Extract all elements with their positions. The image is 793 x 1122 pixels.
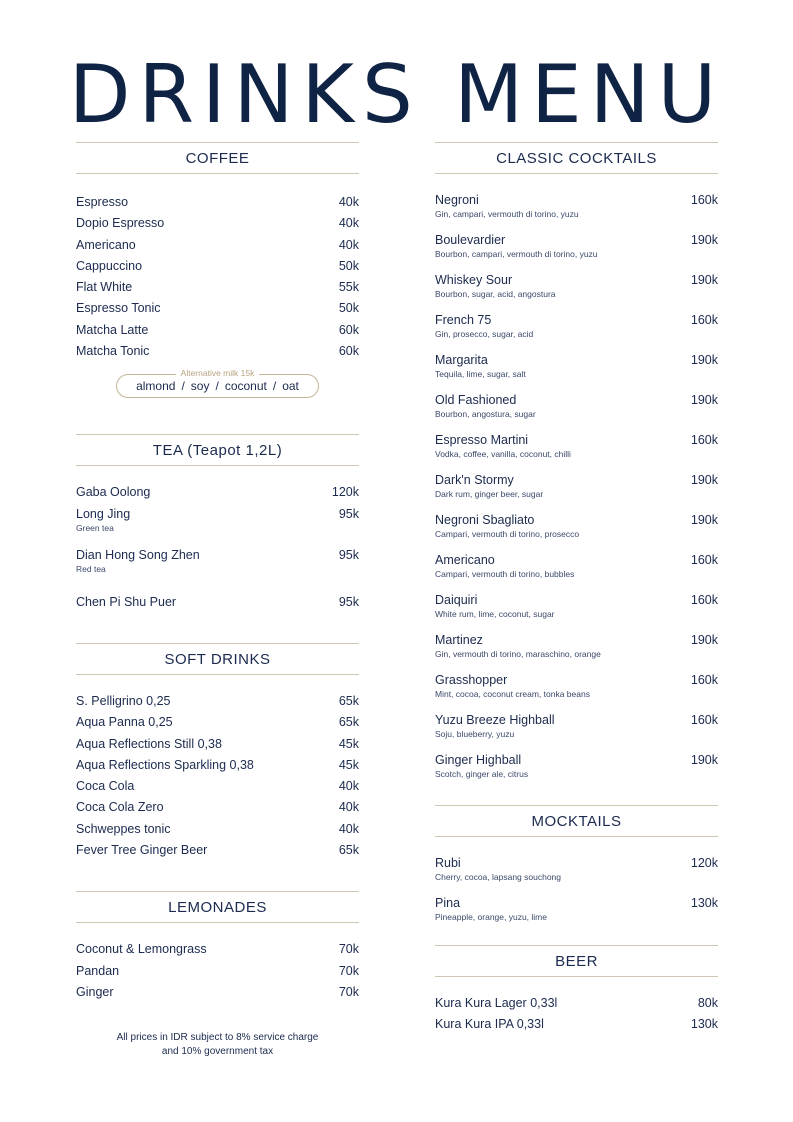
menu-item	[435, 1014, 718, 1035]
item-name: Aqua Reflections Still 0,38	[76, 736, 222, 751]
item-name: Espresso Martini	[435, 433, 529, 447]
item-description: Dark rum, ginger beer, sugar	[435, 489, 544, 499]
item-name: Pandan	[76, 963, 120, 978]
menu-item	[435, 472, 718, 512]
menu-item	[76, 797, 359, 818]
item-name: Espresso	[76, 195, 129, 209]
section-heading-classic-cocktails: CLASSIC COCKTAILS	[435, 142, 718, 174]
soft-drinks-section	[76, 643, 359, 861]
item-name: Negroni	[435, 193, 479, 207]
menu-title: DRINKS MENU	[68, 48, 725, 141]
item-price: 65k	[338, 843, 359, 858]
mocktails-section	[435, 805, 718, 935]
item-description: Bourbon, sugar, acid, angostura	[435, 289, 556, 299]
item-price: 70k	[338, 963, 359, 978]
mocktails-list	[435, 855, 718, 935]
item-description: Green tea	[76, 522, 114, 533]
menu-item	[435, 712, 718, 752]
item-name: Fever Tree Ginger Beer	[76, 843, 208, 858]
item-price: 160k	[690, 553, 718, 567]
item-price: 160k	[690, 593, 718, 607]
menu-item	[76, 277, 359, 298]
milk-option-oat: oat	[282, 379, 299, 394]
item-name: Yuzu Breeze Highball	[435, 713, 555, 727]
menu-item	[76, 734, 359, 755]
menu-item	[435, 752, 718, 792]
item-price: 95k	[338, 547, 359, 562]
separator: /	[181, 379, 185, 394]
item-description: Gin, prosecco, sugar, acid	[435, 329, 534, 339]
menu-item	[435, 632, 718, 672]
item-name: Chen Pi Shu Puer	[76, 594, 177, 609]
item-name: Dopio Espresso	[76, 216, 165, 231]
menu-item	[435, 552, 718, 592]
item-price: 50k	[338, 301, 359, 316]
item-name: Martinez	[435, 633, 483, 647]
separator: /	[272, 379, 277, 394]
menu-item	[76, 776, 359, 797]
item-price: 40k	[338, 216, 359, 231]
classic-cocktails-section	[435, 142, 718, 792]
price-footnote	[76, 1031, 359, 1059]
menu-item	[435, 993, 718, 1014]
item-name: French 75	[435, 313, 492, 327]
item-name: Schweppes tonic	[76, 821, 171, 836]
menu-item	[76, 192, 359, 213]
item-name: Aqua Panna 0,25	[76, 715, 173, 730]
coffee-section	[76, 142, 359, 398]
menu-item	[76, 256, 359, 277]
separator: /	[215, 379, 219, 394]
tea-list	[76, 482, 359, 613]
item-name: Grasshopper	[435, 673, 508, 687]
item-name: Dark'n Stormy	[435, 473, 514, 487]
item-price: 45k	[338, 736, 359, 751]
item-price: 190k	[690, 753, 718, 767]
item-name: Long Jing	[76, 506, 131, 521]
item-name: Americano	[435, 553, 495, 567]
item-description: Bourbon, angostura, sugar	[435, 409, 536, 419]
item-name: Old Fashioned	[435, 393, 517, 407]
menu-item	[76, 939, 359, 960]
alternative-milk-box	[116, 368, 319, 398]
item-price: 120k	[690, 856, 718, 870]
item-name: Flat White	[76, 280, 133, 295]
item-price: 190k	[690, 233, 718, 247]
item-description: White rum, lime, coconut, sugar	[435, 609, 555, 619]
menu-item	[76, 298, 359, 319]
alternative-milk-label: Alternative milk 15k	[176, 367, 260, 379]
item-price: 95k	[338, 594, 359, 609]
footnote-line: All prices in IDR subject to 8% service charge	[116, 1032, 319, 1044]
item-description: Soju, blueberry, yuzu	[435, 729, 515, 739]
section-heading-lemonades: LEMONADES	[76, 891, 359, 923]
item-price: 60k	[338, 322, 359, 337]
menu-item	[435, 232, 718, 272]
item-description: Red tea	[76, 563, 106, 574]
item-price: 70k	[338, 984, 359, 999]
item-description: Gin, campari, vermouth di torino, yuzu	[435, 209, 579, 219]
item-name: Rubi	[435, 856, 461, 870]
item-price: 70k	[338, 942, 359, 957]
menu-item	[435, 672, 718, 712]
item-price: 190k	[690, 633, 718, 647]
menu-item	[76, 235, 359, 256]
section-heading-tea: TEA (Teapot 1,2L)	[76, 434, 359, 466]
item-price: 160k	[690, 313, 718, 327]
section-heading-soft-drinks: SOFT DRINKS	[76, 643, 359, 675]
item-price: 40k	[338, 195, 359, 209]
item-description: Scotch, ginger ale, citrus	[435, 769, 529, 779]
item-name: Coconut & Lemongrass	[76, 942, 207, 957]
menu-item	[76, 213, 359, 234]
menu-item	[76, 547, 359, 574]
menu-item	[76, 961, 359, 982]
item-description: Pineapple, orange, yuzu, lime	[435, 912, 547, 922]
menu-item	[76, 982, 359, 1003]
menu-item	[76, 755, 359, 776]
menu-item	[435, 392, 718, 432]
item-name: Pina	[435, 896, 461, 910]
item-name: S. Pelligrino 0,25	[76, 693, 171, 708]
item-name: Aqua Reflections Sparkling 0,38	[76, 757, 254, 772]
menu-item	[435, 512, 718, 552]
item-name: Coca Cola	[76, 779, 135, 794]
item-name: Ginger	[76, 984, 114, 999]
item-price: 160k	[690, 673, 718, 687]
item-name: Americano	[76, 237, 136, 252]
section-heading-mocktails: MOCKTAILS	[435, 805, 718, 837]
section-heading-beer: BEER	[435, 945, 718, 977]
item-name: Espresso Tonic	[76, 301, 161, 316]
item-price: 160k	[690, 193, 718, 207]
item-name: Kura Kura Lager 0,33l	[435, 996, 558, 1010]
menu-item	[435, 895, 718, 935]
item-price: 40k	[338, 779, 359, 794]
item-price: 190k	[690, 473, 718, 487]
tea-section	[76, 434, 359, 613]
footnote-line: and 10% government tax	[161, 1046, 274, 1058]
section-heading-coffee: COFFEE	[76, 142, 359, 174]
left-column	[76, 142, 359, 1059]
item-description: Campari, vermouth di torino, bubbles	[435, 569, 575, 579]
item-price: 80k	[697, 996, 718, 1010]
item-description: Tequila, lime, sugar, salt	[435, 369, 526, 379]
item-name: Matcha Latte	[76, 322, 149, 337]
right-column	[435, 142, 718, 1036]
item-price: 130k	[690, 896, 718, 910]
item-name: Daiquiri	[435, 593, 478, 607]
menu-item	[76, 819, 359, 840]
menu-item	[435, 592, 718, 632]
milk-option-coconut: coconut	[224, 379, 267, 394]
item-price: 190k	[690, 393, 718, 407]
menu-item	[435, 352, 718, 392]
menu-item	[76, 592, 359, 613]
menu-item	[435, 192, 718, 232]
item-description: Bourbon, campari, vermouth di torino, yuzu	[435, 249, 598, 259]
item-price: 65k	[338, 715, 359, 730]
item-price: 60k	[338, 344, 359, 359]
menu-item	[76, 482, 359, 503]
item-description: Vodka, coffee, vanilla, coconut, chilli	[435, 449, 571, 459]
item-description: Cherry, cocoa, lapsang souchong	[435, 872, 562, 882]
menu-item	[76, 341, 359, 362]
menu-item	[76, 691, 359, 712]
item-price: 65k	[338, 693, 359, 708]
menu-item	[435, 312, 718, 352]
item-price: 40k	[338, 821, 359, 836]
item-price: 190k	[690, 353, 718, 367]
item-price: 40k	[338, 800, 359, 815]
item-name: Kura Kura IPA 0,33l	[435, 1017, 544, 1032]
menu-item	[435, 855, 718, 895]
item-price: 45k	[338, 757, 359, 772]
item-price: 95k	[338, 506, 359, 521]
item-description: Gin, vermouth di torino, maraschino, orange	[435, 649, 601, 659]
item-price: 55k	[338, 280, 359, 295]
menu-item	[76, 712, 359, 733]
item-name: Whiskey Sour	[435, 273, 513, 287]
item-name: Margarita	[435, 353, 488, 367]
item-price: 40k	[338, 237, 359, 252]
item-name: Boulevardier	[435, 233, 506, 247]
menu-item	[76, 320, 359, 341]
lemonades-section	[76, 891, 359, 1003]
item-name: Matcha Tonic	[76, 344, 150, 359]
milk-option-almond: almond	[136, 379, 176, 394]
item-description: Campari, vermouth di torino, prosecco	[435, 529, 580, 539]
item-name: Coca Cola Zero	[76, 800, 164, 815]
item-name: Dian Hong Song Zhen	[76, 547, 200, 562]
beer-section	[435, 945, 718, 1036]
coffee-list	[76, 192, 359, 362]
cocktails-list	[435, 192, 718, 792]
menu-item	[435, 432, 718, 472]
menu-item	[435, 272, 718, 312]
item-price: 130k	[690, 1017, 718, 1032]
item-price: 160k	[690, 713, 718, 727]
soft-drinks-list	[76, 691, 359, 861]
lemonades-list	[76, 939, 359, 1003]
item-price: 190k	[690, 273, 718, 287]
item-name: Gaba Oolong	[76, 485, 151, 500]
item-name: Cappuccino	[76, 258, 143, 273]
item-name: Negroni Sbagliato	[435, 513, 535, 527]
menu-item	[76, 506, 359, 533]
item-price: 190k	[690, 513, 718, 527]
item-price: 120k	[331, 485, 359, 500]
item-description: Mint, cocoa, coconut cream, tonka beans	[435, 689, 590, 699]
beer-list	[435, 993, 718, 1036]
item-name: Ginger Highball	[435, 753, 522, 767]
milk-option-soy: soy	[190, 379, 210, 394]
menu-item	[76, 840, 359, 861]
item-price: 160k	[690, 433, 718, 447]
item-price: 50k	[338, 258, 359, 273]
